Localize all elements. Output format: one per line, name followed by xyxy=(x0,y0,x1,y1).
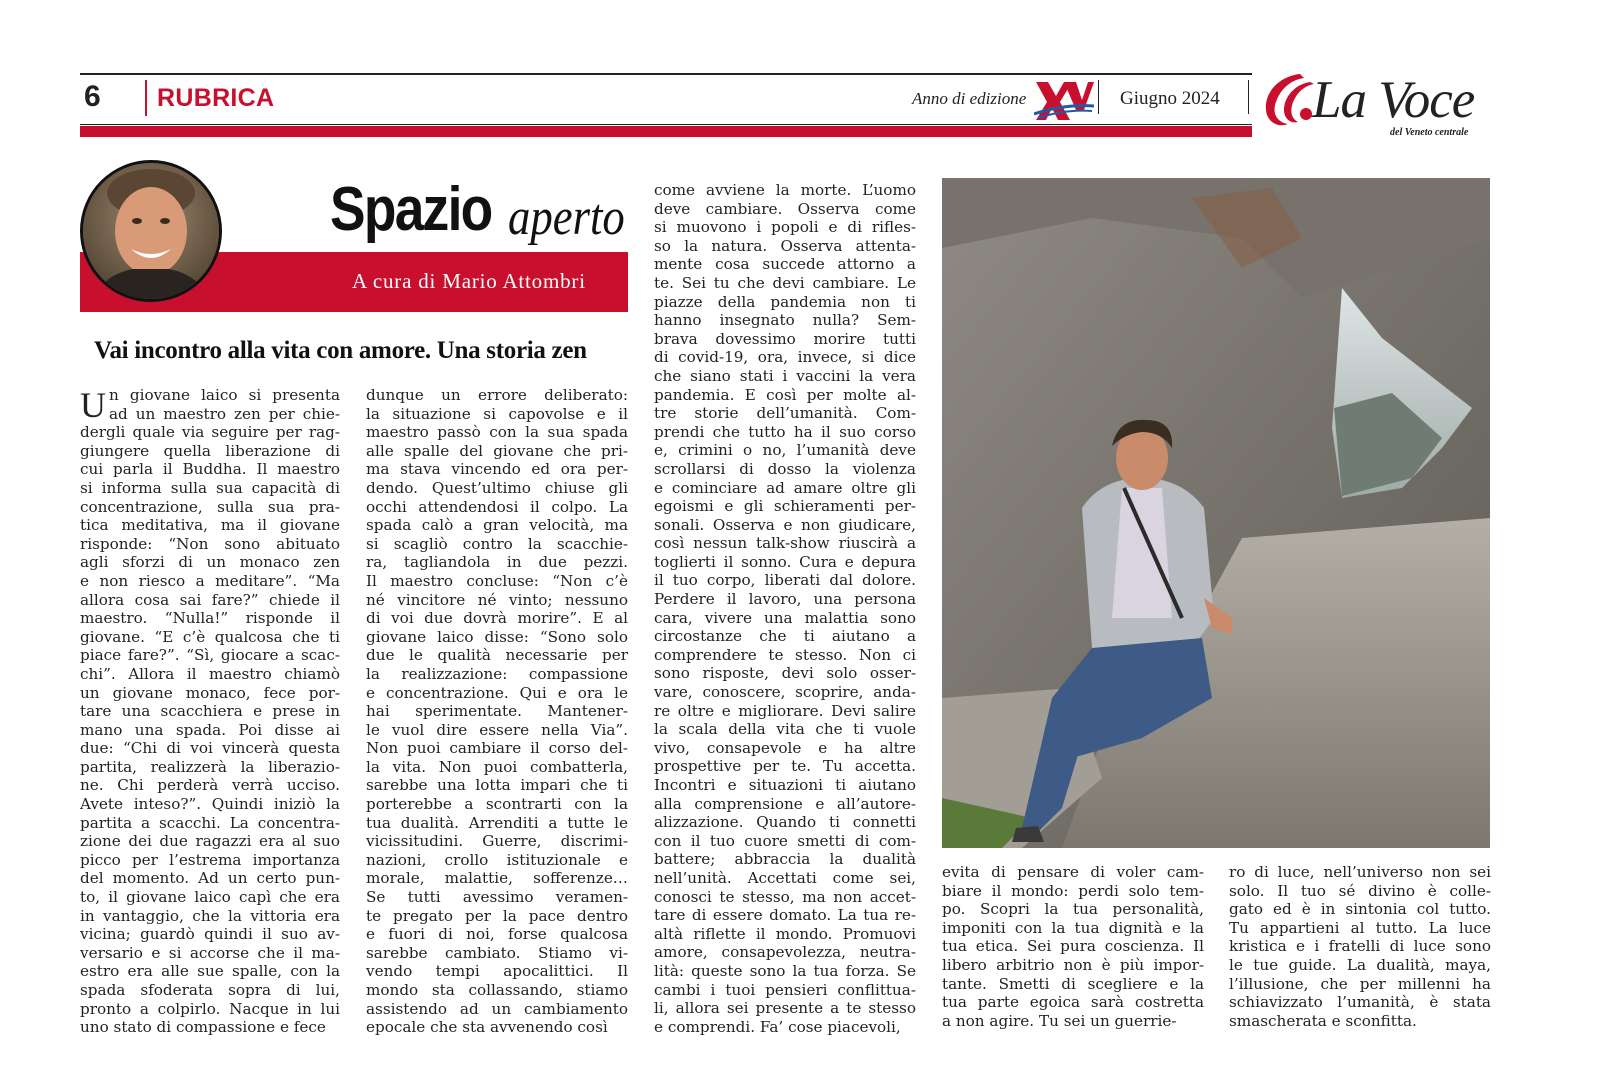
text-line: Incontri e situazioni ti aiutano xyxy=(654,776,916,794)
text-line: comprendere te stesso. Non ci xyxy=(654,645,916,664)
text-line: né vincitore né vinto; nessuno xyxy=(366,590,628,609)
text-line: cara, vivere una malattia sono xyxy=(654,608,916,627)
text-line: cui parla il Buddha. Il maestro xyxy=(80,460,340,479)
text-line: alizzazione. Quando ti connetti xyxy=(654,813,916,832)
text-line: n giovane laico si presenta xyxy=(109,386,340,404)
header-red-bar xyxy=(80,126,1252,137)
text-line: ne. Chi perderà verrà ucciso. xyxy=(80,776,340,795)
text-line: toglierti il sonno. Cura e depura xyxy=(654,552,916,571)
edition-label: Anno di edizione xyxy=(912,89,1027,108)
text-line: tare una scacchiera e prese in xyxy=(80,702,340,721)
text-line: alla comprensione e all’autore- xyxy=(654,794,916,813)
header-bottom-rule xyxy=(80,124,1252,125)
text-line: scrollarsi di dosso la violenza xyxy=(654,459,916,478)
text-line: del momento. Ad un certo pun- xyxy=(80,869,340,888)
text-line: due le qualità necessarie per xyxy=(366,646,628,665)
text-line: e non riesco a meditare”. “Ma xyxy=(80,571,340,590)
text-line: estro era alle sue spalle, con la xyxy=(80,962,340,981)
article-column-4 xyxy=(942,863,1204,1030)
text-line: solo. Il tuo sé divino è colle- xyxy=(1229,881,1491,900)
text-line: la situazione si capovolse e il xyxy=(366,404,628,423)
text-line: le vuol dire essere nella Via”. xyxy=(366,720,628,739)
text-line: evita di pensare di voler cam- xyxy=(942,863,1204,881)
text-line: e concentrazione. Qui e ora le xyxy=(366,683,628,702)
text-line: circostanze che ti aiutano a xyxy=(654,627,916,646)
text-line: dergli quale via seguire per rag- xyxy=(80,423,340,442)
text-line: Perdere il lavoro, una persona xyxy=(654,590,916,609)
article-photo xyxy=(942,178,1490,848)
text-line: maestro. “Nulla!” risponde il xyxy=(80,609,340,628)
text-line: re oltre e migliorare. Devi salire xyxy=(654,701,916,720)
text-line: vendo tempi apocalittici. Il xyxy=(366,962,628,981)
text-line: vivo, consapevole e ha altre xyxy=(654,738,916,757)
text-line: tare di essere domato. La tua re- xyxy=(654,906,916,925)
text-line: spada calò a gran velocità, ma xyxy=(366,516,628,535)
text-line: vicissitudini. Guerre, discrimi- xyxy=(366,832,628,851)
text-line: porterebbe a scontrarti con la xyxy=(366,795,628,814)
text-line: tica meditativa, ma il giovane xyxy=(80,516,340,535)
article-column-3 xyxy=(654,181,916,1036)
text-line: nazioni, crollo istituzionale e xyxy=(366,850,628,869)
text-line: ad un maestro zen per chie- xyxy=(109,404,340,423)
text-line: chi”. Allora il maestro chiamò xyxy=(80,664,340,683)
text-line: concentrazione, sulla sua pra- xyxy=(80,497,340,516)
text-line: te. Sei tu che devi cambiare. Le xyxy=(654,273,916,292)
article-title: Vai incontro alla vita con amore. Una storia zen xyxy=(94,337,587,364)
text-line: nell’unità. Accettati come sei, xyxy=(654,868,916,887)
text-line: mondo sta collassando, stiamo xyxy=(366,981,628,999)
text-line: so la natura. Osserva attenta- xyxy=(654,236,916,255)
text-line: pronto a colpirlo. Nacque in lui xyxy=(80,999,340,1018)
text-line: deve cambiare. Osserva come xyxy=(654,199,916,218)
article-column-5 xyxy=(1229,863,1491,1030)
text-line: to, il giovane laico capì che era xyxy=(80,888,340,907)
text-line: agli sforzi di un monaco zen xyxy=(80,553,340,572)
text-line: partita a scacchi. La concentra- xyxy=(80,813,340,832)
text-line: sarebbe una lotta impari che ti xyxy=(366,776,628,795)
text-line: con il tuo cuore smetti di com- xyxy=(654,831,916,850)
text-line: amore, consapevolezza, neutra- xyxy=(654,943,916,962)
header-top-rule xyxy=(80,73,1252,75)
text-line: ma stava vincendo ed ora per- xyxy=(366,460,628,479)
text-line: come avviene la morte. L’uomo xyxy=(654,181,916,199)
text-line: cambi i tuoi pensieri conflittua- xyxy=(654,980,916,999)
text-line: giungere quella liberazione di xyxy=(80,441,340,460)
text-line: battere; abbraccia la dualità xyxy=(654,850,916,869)
text-line: un giovane monaco, fece por- xyxy=(80,683,340,702)
text-line: di voi due dovrà morire”. E al xyxy=(366,609,628,628)
text-line: po. Scopri la tua personalità, xyxy=(942,900,1204,919)
header-divider xyxy=(1098,80,1099,114)
text-line: morale, malattie, sofferenze… xyxy=(366,869,628,888)
text-line: egoismi e gli schieramenti per- xyxy=(654,497,916,516)
article-column-2 xyxy=(366,386,628,1037)
text-line: Non puoi cambiare il corso del- xyxy=(366,739,628,758)
text-line: pandemia. E così per molte al- xyxy=(654,385,916,404)
text-line: giovane. “E c’è qualcosa che ti xyxy=(80,627,340,646)
text-line: partita, realizzerà la liberazio- xyxy=(80,757,340,776)
column-title-italic: aperto xyxy=(508,189,625,246)
header-divider xyxy=(145,80,147,116)
text-line: picco per l’estrema importanza xyxy=(80,850,340,869)
text-line: maestro passò con la sua spada xyxy=(366,423,628,442)
page-number: 6 xyxy=(84,80,101,113)
text-line: così nessun talk-show riuscirà a xyxy=(654,534,916,553)
text-line: tante. Smetti di scegliere e la xyxy=(942,974,1204,993)
text-line: si scagliò contro la scacchie- xyxy=(366,534,628,553)
text-line: gato ed è in sintonia col tutto. xyxy=(1229,900,1491,919)
text-line: il tuo corpo, liberati dal dolore. xyxy=(654,571,916,590)
section-label: RUBRICA xyxy=(157,84,275,112)
text-line: tua etica. Sei pura coscienza. Il xyxy=(942,937,1204,956)
article-column-1 xyxy=(80,386,340,1037)
header-divider xyxy=(1248,80,1249,114)
text-line: di covid-19, ora, invece, si dice xyxy=(654,348,916,367)
text-line: versario e si accorse che il ma- xyxy=(80,943,340,962)
text-line: Se tutti avessimo veramen- xyxy=(366,888,628,907)
text-line: Il maestro concluse: “Non c’è xyxy=(366,571,628,590)
text-line: la vita. Non puoi combatterla, xyxy=(366,757,628,776)
column-title: Spazio xyxy=(330,175,492,244)
text-line: si muovono i popoli e di rifles- xyxy=(654,218,916,237)
text-line: allora cosa sai fare?” chiede il xyxy=(80,590,340,609)
text-line: si informa sulla sua capacità di xyxy=(80,478,340,497)
text-line: altà riflette il mondo. Promuovi xyxy=(654,924,916,943)
text-line: sono risposte, devi solo osser- xyxy=(654,664,916,683)
text-line: risponde: “Non sono abituato xyxy=(80,534,340,553)
text-line: libero arbitrio non è più impor- xyxy=(942,955,1204,974)
text-line: te pregato per la pace dentro xyxy=(366,906,628,925)
text-line: che siano stati i vaccini la vera xyxy=(654,366,916,385)
text-line: la realizzazione: compassione xyxy=(366,664,628,683)
text-line: vare, conoscere, scoprire, anda- xyxy=(654,683,916,702)
text-line: assistendo ad un cambiamento xyxy=(366,999,628,1018)
text-line: lità: queste sono la tua forza. Se xyxy=(654,961,916,980)
text-line: e cominciare ad amare oltre gli xyxy=(654,478,916,497)
text-line: prendi che tutto ha il suo corso xyxy=(654,422,916,441)
text-line: epocale che sta avvenendo così xyxy=(366,1018,608,1037)
text-line: giovane laico disse: “Sono solo xyxy=(366,627,628,646)
issue-date: Giugno 2024 xyxy=(1120,88,1220,109)
text-line: mente cosa succede attorno a xyxy=(654,255,916,274)
logo-swirl-icon xyxy=(1260,70,1318,130)
text-line: smascherata e sconfitta. xyxy=(1229,1011,1417,1030)
text-line: li, allora sei presente a te stesso xyxy=(654,999,916,1018)
text-line: imponiti con la tua dignità e la xyxy=(942,918,1204,937)
text-line: tua dualità. Arrenditi a tutte le xyxy=(366,813,628,832)
text-line: dendo. Quest’ultimo chiuse gli xyxy=(366,478,628,497)
text-line: Avete inteso?”. Quindi iniziò la xyxy=(80,795,340,814)
text-line: spada sfoderata sopra di lui, xyxy=(80,981,340,999)
text-line: hanno insegnato nulla? Sem- xyxy=(654,311,916,330)
text-line: e, crimini o no, l’umanità deve xyxy=(654,441,916,460)
text-line: uno stato di compassione e fece xyxy=(80,1018,326,1037)
text-line: occhi attendendosi il colpo. La xyxy=(366,497,628,516)
text-line: Tu appartieni al tutto. La luce xyxy=(1229,918,1491,937)
text-line: la scala della vita che ti vuole xyxy=(654,720,916,739)
text-line: piazze della pandemia non ti xyxy=(654,292,916,311)
text-line: mano una spada. Poi disse ai xyxy=(80,720,340,739)
text-line: due: “Chi di voi vincerà questa xyxy=(80,739,340,758)
text-line: le tue guide. La dualità, maya, xyxy=(1229,955,1491,974)
text-line: ro di luce, nell’universo non sei xyxy=(1229,863,1491,881)
text-line: l’illusione, che per millenni ha xyxy=(1229,974,1491,993)
text-line: e comprendi. Fa’ cose piacevoli, xyxy=(654,1017,901,1036)
byline: A cura di Mario Attombri xyxy=(352,269,586,293)
edition-xv-mark xyxy=(1034,76,1094,122)
drop-cap: U xyxy=(80,385,106,425)
text-line: vicina; guardò quindi il suo av- xyxy=(80,925,340,944)
text-line: schiavizzato l’umanità, è stata xyxy=(1229,993,1491,1012)
text-line: hai sperimentate. Mantener- xyxy=(366,702,628,721)
text-line: dunque un errore deliberato: xyxy=(366,386,628,404)
text-line: zione dei due ragazzi era al suo xyxy=(80,832,340,851)
text-line: sonali. Osserva e non giudicare, xyxy=(654,515,916,534)
text-line: conosci te stesso, ma non accet- xyxy=(654,887,916,906)
logo-subtitle: del Veneto centrale xyxy=(1390,127,1469,138)
text-line: in vantaggio, che la vittoria era xyxy=(80,906,340,925)
text-line: brava dovessimo morire tutti xyxy=(654,329,916,348)
text-line: e fuori di noi, forse qualcosa xyxy=(366,925,628,944)
text-line: biare il mondo: perdi solo tem- xyxy=(942,881,1204,900)
text-line: a non agire. Tu sei un guerrie- xyxy=(942,1011,1177,1030)
text-line: kristica e i fratelli di luce sono xyxy=(1229,937,1491,956)
text-line: tre storie dell’umanità. Com- xyxy=(654,404,916,423)
text-line: ra, tagliandola in due pezzi. xyxy=(366,553,628,572)
logo-wordmark: La Voce xyxy=(1312,71,1475,129)
text-line: alle spalle del giovane che pri- xyxy=(366,441,628,460)
text-line: tua parte egoica sarà costretta xyxy=(942,993,1204,1012)
text-line: prospettive per te. Tu accetta. xyxy=(654,757,916,776)
author-portrait xyxy=(80,160,222,302)
text-line: sarebbe cambiato. Stiamo vi- xyxy=(366,943,628,962)
text-line: piace fare?”. “Sì, giocare a scac- xyxy=(80,646,340,665)
